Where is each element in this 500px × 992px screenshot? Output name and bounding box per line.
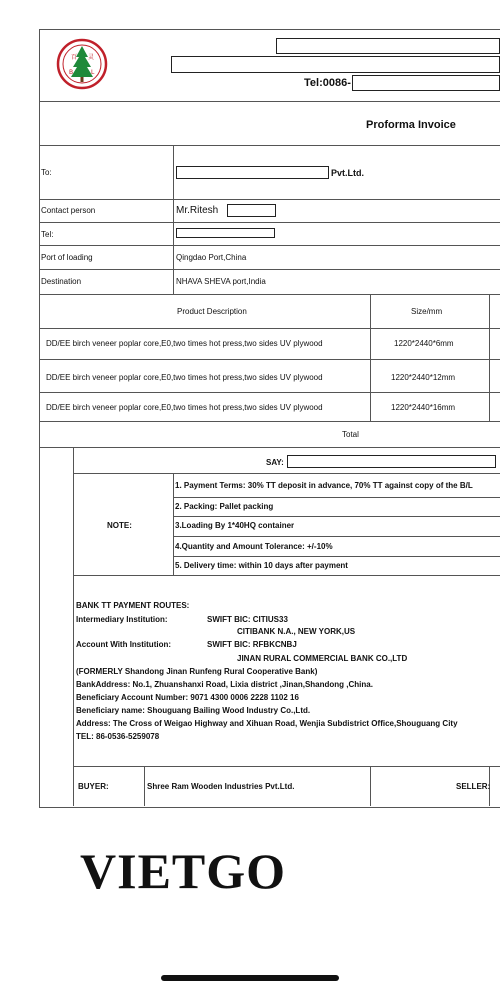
say-label: SAY: xyxy=(266,458,284,467)
total-label: Total xyxy=(342,430,359,439)
beneficiary-tel: TEL: 86-0536-5259078 xyxy=(76,732,160,741)
beneficiary-name: Beneficiary name: Shouguang Bailing Wood Industry Co.,Ltd. xyxy=(76,706,311,715)
redacted-contact-surname xyxy=(227,204,276,217)
former-bank-name: (FORMERLY Shandong Jinan Runfeng Rural Cooperative Bank) xyxy=(76,667,318,676)
buyer-label: BUYER: xyxy=(78,782,109,791)
intermediary-label: Intermediary Institution: xyxy=(76,615,168,624)
logo-char-1: 百 xyxy=(71,54,78,61)
contact-person-label: Contact person xyxy=(41,206,96,215)
vietgo-brand-logo: VIETGO xyxy=(80,843,287,899)
redacted-tel-number xyxy=(352,75,500,91)
header-tel-label: Tel:0086- xyxy=(304,77,351,89)
seller-label: SELLER: xyxy=(456,782,491,791)
note-5: 5. Delivery time: within 10 days after payment xyxy=(175,561,348,570)
account-swift: SWIFT BIC: RFBKCNBJ xyxy=(207,640,297,649)
note-1: 1. Payment Terms: 30% TT deposit in advance, 70% TT against copy of the B/L xyxy=(175,481,473,490)
row-3-description: DD/EE birch veneer poplar core,E0,two times hot press,two sides UV plywood xyxy=(46,403,323,412)
buyer-value: Shree Ram Wooden Industries Pvt.Ltd. xyxy=(147,782,295,791)
redacted-tel xyxy=(176,228,275,238)
row-2-size: 1220*2440*12mm xyxy=(391,373,456,382)
tel-label: Tel: xyxy=(41,230,54,239)
note-label: NOTE: xyxy=(107,521,132,530)
redacted-company-name xyxy=(276,38,500,54)
row-3-size: 1220*2440*16mm xyxy=(391,403,456,412)
beneficiary-address: Address: The Cross of Weigao Highway and Xihuan Road, Wenjia Subdistrict Office,Shouguang City xyxy=(76,719,458,728)
intermediary-swift: SWIFT BIC: CITIUS33 xyxy=(207,615,288,624)
row-2-description: DD/EE birch veneer poplar core,E0,two times hot press,two sides UV plywood xyxy=(46,373,323,382)
destination-label: Destination xyxy=(41,277,82,286)
redacted-company-address xyxy=(171,56,500,73)
note-2: 2. Packing: Pallet packing xyxy=(175,502,274,511)
to-suffix: Pvt.Ltd. xyxy=(331,168,364,178)
port-loading-label: Port of loading xyxy=(41,253,93,262)
account-bank: JINAN RURAL COMMERCIAL BANK CO.,LTD xyxy=(237,654,408,663)
beneficiary-account: Beneficiary Account Number: 9071 4300 0006 2228 1102 16 xyxy=(76,693,299,702)
header-size: Size/mm xyxy=(411,307,443,316)
port-loading-value: Qingdao Port,China xyxy=(176,253,247,262)
intermediary-bank: CITIBANK N.A., NEW YORK,US xyxy=(237,627,356,636)
bank-heading: BANK TT PAYMENT ROUTES: xyxy=(76,601,190,610)
logo-char-4: L xyxy=(91,69,95,76)
row-1-description: DD/EE birch veneer poplar core,E0,two times hot press,two sides UV plywood xyxy=(46,339,323,348)
logo-char-2: 灵 xyxy=(88,54,95,61)
redacted-say-amount xyxy=(287,455,496,468)
note-3: 3.Loading By 1*40HQ container xyxy=(175,521,295,530)
header-product-description: Product Description xyxy=(177,307,247,316)
note-4: 4.Quantity and Amount Tolerance: +/-10% xyxy=(175,542,333,551)
contact-person-value: Mr.Ritesh xyxy=(176,205,219,216)
destination-value: NHAVA SHEVA port,India xyxy=(176,277,266,286)
redacted-consignee xyxy=(176,166,329,179)
company-logo-icon xyxy=(55,37,109,91)
invoice-title: Proforma Invoice xyxy=(366,119,456,131)
account-label: Account With Institution: xyxy=(76,640,172,649)
home-indicator[interactable] xyxy=(161,975,339,981)
logo-char-3: B xyxy=(69,69,74,76)
bank-address: BankAddress: No.1, Zhuanshanxi Road, Lixia district ,Jinan,Shandong ,China. xyxy=(76,680,373,689)
row-1-size: 1220*2440*6mm xyxy=(394,339,454,348)
to-label: To: xyxy=(41,168,52,177)
